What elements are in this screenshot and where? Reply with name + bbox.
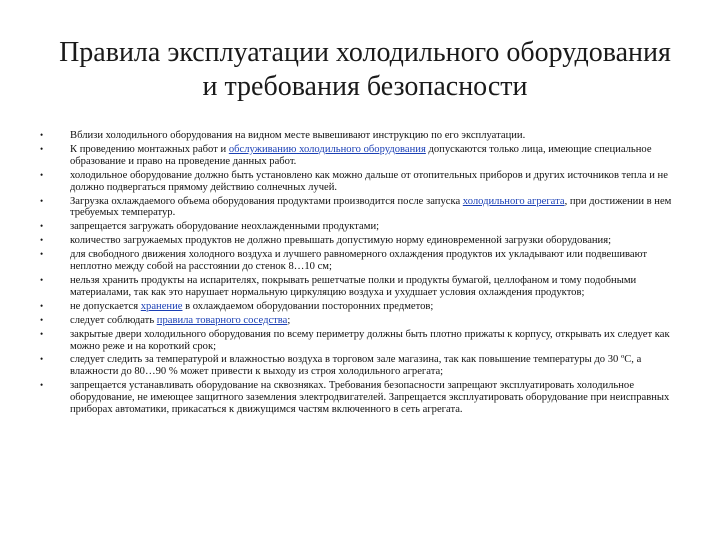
- item-text: следует следить за температурой и влажностью воздуха в торговом зале магазина, так как повышение температуры до 30 ºС, а влажности до 80…90 % может привести к выходу из строя холодильного агрегата;: [70, 354, 642, 378]
- item-text: количество загружаемых продуктов не должно превышать допустимую норму единовременной загрузки оборудования;: [70, 235, 612, 247]
- item-text: запрещается загружать оборудование неохлажденными продуктами;: [70, 221, 380, 233]
- item-text: следует соблюдать: [70, 314, 157, 326]
- list-item: [40, 221, 672, 233]
- item-text: , при достижении в нем требуемых температур.: [70, 195, 672, 219]
- bullet-icon: •: [40, 354, 44, 365]
- inline-link[interactable]: холодильного агрегата: [462, 195, 565, 207]
- list-item: [40, 196, 672, 220]
- bullet-icon: •: [40, 274, 44, 285]
- item-text: ;: [287, 314, 291, 326]
- bullet-icon: •: [40, 195, 44, 206]
- list-item: [40, 329, 672, 353]
- item-text: для свободного движения холодного воздуха и лучшего равномерного охлаждения продуктов их укладывают или подвешивают неплотно между собой на расстоянии до стенок 8…10 см;: [70, 249, 648, 273]
- list-item: [40, 315, 672, 327]
- inline-link[interactable]: хранение: [140, 300, 183, 312]
- item-text: холодильное оборудование должно быть установлено как можно дальше от отопительных приборов и других источников тепла и не должно подвергаться прямому действию солнечных лучей.: [70, 169, 668, 193]
- list-item: [40, 354, 672, 378]
- bullet-icon: •: [40, 328, 44, 339]
- bullet-icon: •: [40, 130, 44, 140]
- list-item: [40, 144, 672, 168]
- title-line-1: Правила эксплуатации холодильного оборудования: [59, 37, 671, 68]
- item-text: допускаются только лица, имеющие специальное образование и право на проведение данных работ.: [70, 143, 652, 167]
- bullet-icon: •: [40, 300, 44, 311]
- list-item: [40, 170, 672, 194]
- list-item: [40, 301, 672, 313]
- bullet-icon: •: [40, 249, 44, 260]
- page-title: [40, 36, 690, 104]
- rules-list: [40, 130, 672, 416]
- list-item: [40, 249, 672, 273]
- bullet-icon: •: [40, 380, 44, 391]
- bullet-icon: •: [40, 314, 44, 325]
- bullet-icon: •: [40, 143, 44, 154]
- item-text: закрытые двери холодильного оборудования по всему периметру должны быть плотно прижаты к корпусу, открывать их следует как можно реже и на короткий срок;: [70, 328, 670, 352]
- list-item: [40, 235, 672, 247]
- list-item: [40, 130, 672, 142]
- inline-link[interactable]: обслуживанию холодильного оборудования: [228, 143, 426, 155]
- item-text: в охлаждаемом оборудовании посторонних предметов;: [182, 300, 434, 312]
- bullet-icon: •: [40, 169, 44, 180]
- inline-link[interactable]: правила товарного соседства: [156, 314, 288, 326]
- bullet-icon: •: [40, 235, 44, 246]
- item-text: запрещается устанавливать оборудование на сквозняках. Требования безопасности запрещают эксплуатировать холодильное оборудование, не имеющее защитного заземления электродвигателей. Запрещается эксплуатировать оборудование при неисправных приборах автоматики, прикасаться к движущимся частям включенного в сеть агрегата.: [70, 380, 670, 416]
- item-text: К проведению монтажных работ и: [70, 143, 229, 155]
- item-text: нельзя хранить продукты на испарителях, покрывать решетчатые полки и продукты бумагой, целлофаном и тому подобными материалами, так как это нарушает нормальную циркуляцию воздуха и ухудшает условия охлаждения продуктов;: [70, 274, 637, 298]
- title-line-2: и требования безопасности: [202, 71, 528, 102]
- item-text: Загрузка охлаждаемого объема оборудования продуктами производится после запуска: [70, 195, 463, 207]
- item-text: не допускается: [70, 300, 141, 312]
- item-text: Вблизи холодильного оборудования на видном месте вывешивают инструкцию по его эксплуатации.: [70, 130, 526, 141]
- bullet-icon: •: [40, 221, 44, 232]
- list-item: [40, 275, 672, 299]
- list-item: [40, 380, 672, 416]
